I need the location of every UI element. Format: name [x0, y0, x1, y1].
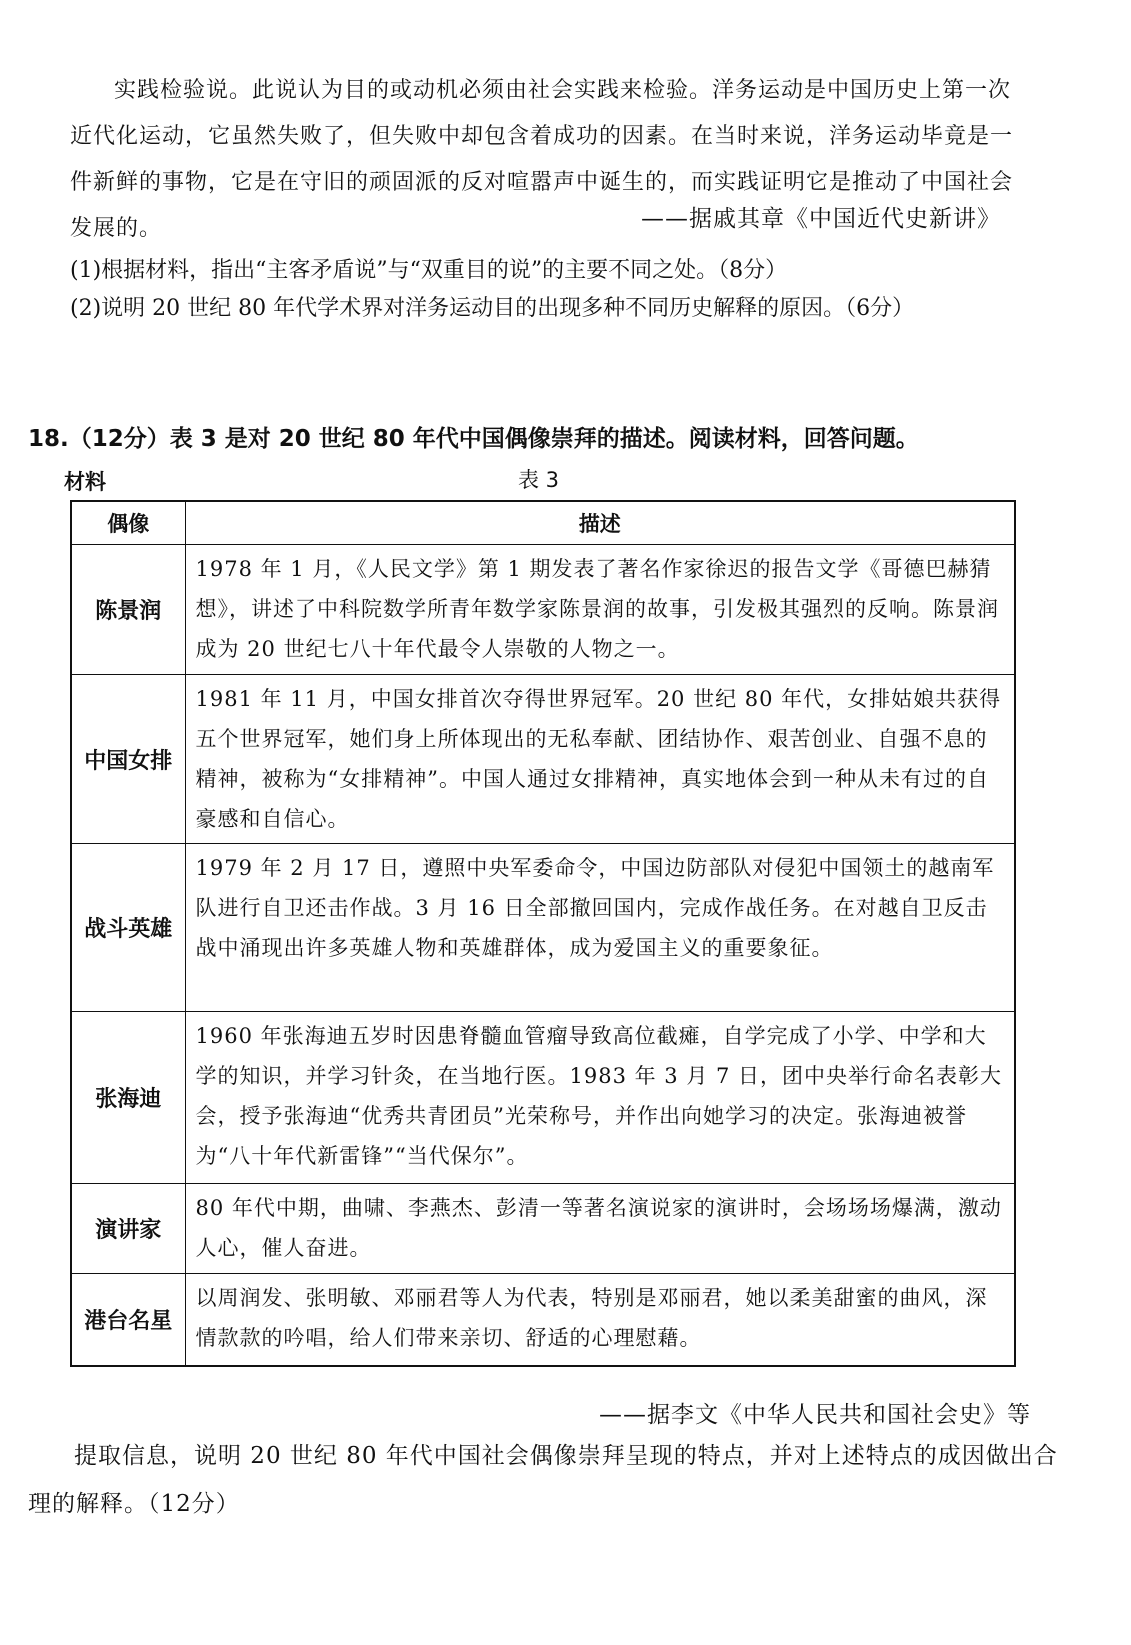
idol-name: 演讲家: [71, 1184, 185, 1274]
table-row: [71, 844, 1015, 1012]
table-header-row: [71, 501, 1015, 545]
table-row: [71, 1274, 1015, 1366]
idol-description: 1978 年 1 月，《人民文学》第 1 期发表了著名作家徐迟的报告文学《哥德巴赫猜想》，讲述了中科院数学所青年数学家陈景润的故事，引发极其强烈的反响。陈景润成为 20 世纪七八十年代最令人崇敬的人物之一。: [185, 545, 1015, 675]
idol-name: 张海迪: [71, 1012, 185, 1184]
idol-name: 港台名星: [71, 1274, 185, 1366]
table-source: ——据李文《中华人民共和国社会史》等: [599, 1402, 1031, 1428]
passage-text: 实践检验说。此说认为目的或动机必须由社会实践来检验。洋务运动是中国历史上第一次近代化运动，它虽然失败了，但失败中却包含着成功的因素。在当时来说，洋务运动毕竟是一件新鲜的事物，它是在守旧的顽固派的反对喧嚣声中诞生的，而实践证明它是推动了中国社会发展的。: [70, 78, 1014, 241]
table-row: [71, 1184, 1015, 1274]
table-row: [71, 675, 1015, 844]
idol-description: 1981 年 11 月，中国女排首次夺得世界冠军。20 世纪 80 年代，女排姑娘共获得五个世界冠军，她们身上所体现出的无私奉献、团结协作、艰苦创业、自强不息的精神，被称为“女排精神”。中国人通过女排精神，真实地体会到一种从未有过的自豪感和自信心。: [185, 675, 1015, 844]
table-row: [71, 1012, 1015, 1184]
question-18-task: 提取信息，说明 20 世纪 80 年代中国社会偶像崇拜呈现的特点，并对上述特点的成因做出合理的解释。（12分）: [28, 1443, 1058, 1517]
table-caption: 表 3: [518, 468, 560, 492]
idol-description: 1979 年 2 月 17 日，遵照中央军委命令，中国边防部队对侵犯中国领土的越南军队进行自卫还击作战。3 月 16 日全部撤回国内，完成作战任务。在对越自卫反击战中涌现出许多英雄人物和英雄群体，成为爱国主义的重要象征。: [185, 844, 1015, 1012]
column-header-description: 描述: [185, 501, 1015, 545]
idol-name: 中国女排: [71, 675, 185, 844]
material-label: 材料: [64, 470, 106, 494]
idol-name: 战斗英雄: [71, 844, 185, 1012]
question-18-heading: 18.（12分）表 3 是对 20 世纪 80 年代中国偶像崇拜的描述。阅读材料，回答问题。: [28, 426, 919, 452]
idol-name: 陈景润: [71, 545, 185, 675]
column-header-idol: 偶像: [71, 501, 185, 545]
idol-description: 80 年代中期，曲啸、李燕杰、彭清一等著名演说家的演讲时，会场场场爆满，激动人心，催人奋进。: [185, 1184, 1015, 1274]
question-1: (1)根据材料，指出“主客矛盾说”与“双重目的说”的主要不同之处。（8分）: [70, 258, 788, 283]
table-row: [71, 545, 1015, 675]
idol-table: [70, 500, 1016, 1367]
idol-description: 以周润发、张明敏、邓丽君等人为代表，特别是邓丽君，她以柔美甜蜜的曲风，深情款款的吟唱，给人们带来亲切、舒适的心理慰藉。: [185, 1274, 1015, 1366]
idol-description: 1960 年张海迪五岁时因患脊髓血管瘤导致高位截瘫，自学完成了小学、中学和大学的知识，并学习针灸，在当地行医。1983 年 3 月 7 日，团中央举行命名表彰大会，授予张海迪“优秀共青团员”光荣称号，并作出向她学习的决定。张海迪被誉为“八十年代新雷锋”“当代保尔”。: [185, 1012, 1015, 1184]
question-2: (2)说明 20 世纪 80 年代学术界对洋务运动目的出现多种不同历史解释的原因。（6分）: [70, 296, 915, 321]
passage-source: ——据戚其章《中国近代史新讲》: [641, 206, 1001, 232]
